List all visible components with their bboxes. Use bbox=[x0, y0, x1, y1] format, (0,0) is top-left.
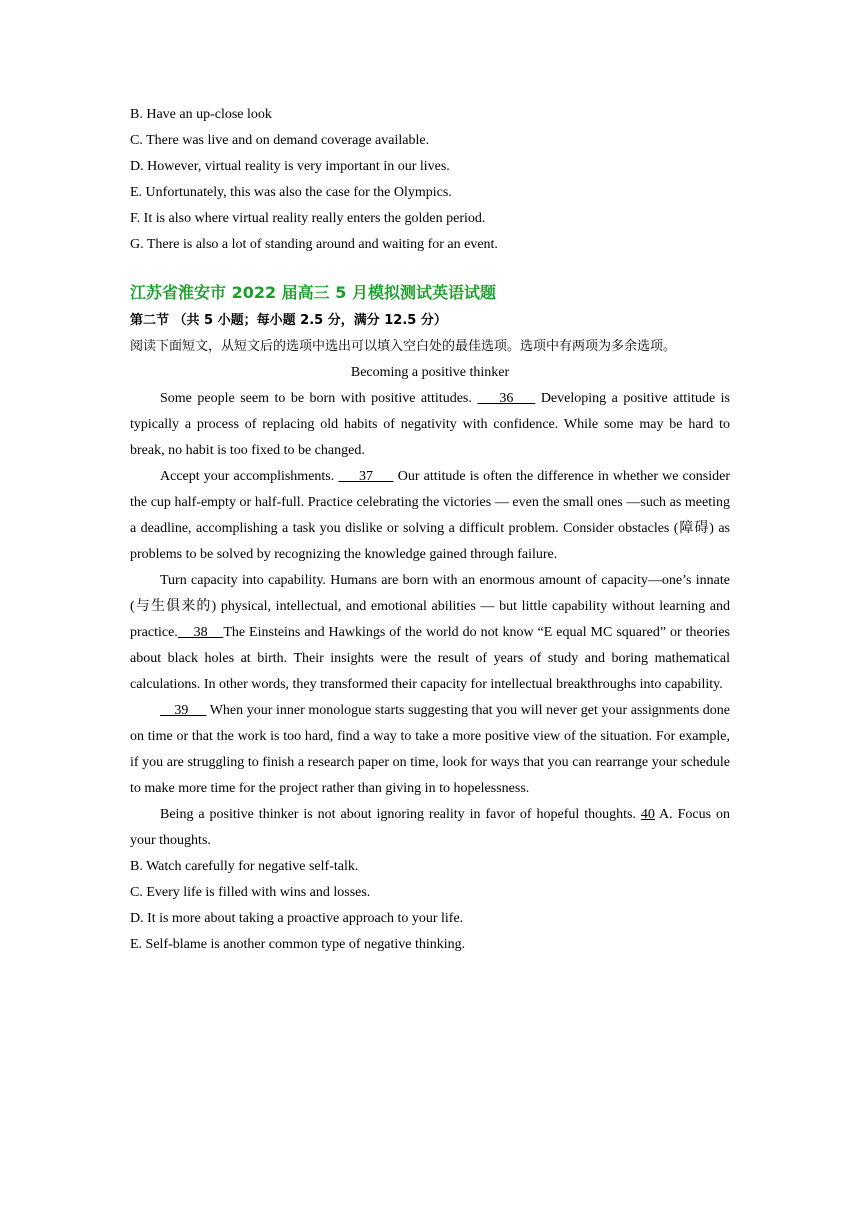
bottom-options-list bbox=[130, 854, 730, 958]
paragraph-3 bbox=[130, 568, 730, 698]
instructions: 阅读下面短文，从短文后的选项中选出可以填入空白处的最佳选项。选项中有两项为多余选项。 bbox=[130, 339, 677, 354]
paragraph-2-text-a: Accept your accomplishments. bbox=[160, 469, 339, 484]
option-c: C. There was live and on demand coverage available. bbox=[130, 133, 430, 148]
paragraph-3-text-b: The Einsteins and Hawkings of the world do not know “E equal MC squared” or theories about black holes at birth. Their insights were the result of years of study and boring mathematical calculations. In other words, they transformed their capacity for intellectual breakthroughs into capability. bbox=[130, 625, 730, 692]
exam-title: 江苏省淮安市 2022 届高三 5 月模拟测试英语试题 bbox=[130, 283, 496, 302]
document-page bbox=[130, 102, 730, 958]
blank-37: 37 bbox=[338, 469, 394, 484]
passage-title: Becoming a positive thinker bbox=[350, 365, 510, 380]
answer-option-c: C. Every life is filled with wins and losses. bbox=[130, 885, 371, 900]
paragraph-3-text-a: Turn capacity into capability. Humans are born with an enormous amount of capacity—one’s innate (与生俱来的) physical, intellectual, and emotional abilities — but little capability without learning and practice. bbox=[130, 573, 730, 640]
paragraph-4-text-b: When your inner monologue starts suggesting that you will never get your assignments done on time or that the work is too hard, find a way to take a more positive view of the situation. For example, if you are struggling to finish a research paper on time, look for ways that you can rearrange your schedule to make more time for the project rather than giving in to hopelessness. bbox=[130, 703, 731, 796]
blank-36: 36 bbox=[477, 391, 536, 406]
paragraph-5 bbox=[130, 802, 730, 854]
answer-option-b: B. Watch carefully for negative self-talk. bbox=[130, 859, 359, 874]
paragraph-1-text-b: Developing a positive attitude is typically a process of replacing old habits of negativity with confidence. While some may be hard to break, no habit is too fixed to be changed. bbox=[130, 391, 730, 458]
blank-38: 38 bbox=[177, 625, 224, 640]
option-f: F. It is also where virtual reality really enters the golden period. bbox=[130, 211, 486, 226]
paragraph-1-text-a: Some people seem to be born with positive attitudes. bbox=[160, 391, 478, 406]
paragraph-2-text-b: Our attitude is often the difference in whether we consider the cup half-empty or half-full. Practice celebrating the victories — even the small ones —such as meeting a deadline, accomplishing a task you dislike or solving a difficult problem. Consider obstacles (障碍) as problems to be solved by recognizing the knowledge gained through failure. bbox=[130, 469, 730, 562]
blank-40: 40 bbox=[640, 807, 655, 822]
paragraph-1 bbox=[130, 386, 730, 464]
option-d: D. However, virtual reality is very important in our lives. bbox=[130, 159, 450, 174]
section-heading: 第二节 （共 5 小题；每小题 2.5 分，满分 12.5 分） bbox=[130, 313, 447, 328]
paragraph-5-text-a: Being a positive thinker is not about ignoring reality in favor of hopeful thoughts. bbox=[160, 807, 641, 822]
paragraph-4 bbox=[130, 698, 730, 802]
paragraph-5-text-b: A. Focus on your thoughts. bbox=[130, 807, 730, 848]
option-g: G. There is also a lot of standing around and waiting for an event. bbox=[130, 237, 498, 252]
top-options-list bbox=[130, 102, 730, 258]
option-b: B. Have an up-close look bbox=[130, 107, 272, 122]
option-e: E. Unfortunately, this was also the case for the Olympics. bbox=[130, 185, 452, 200]
blank-39: 39 bbox=[160, 703, 207, 718]
answer-option-e: E. Self-blame is another common type of negative thinking. bbox=[130, 937, 466, 952]
answer-option-d: D. It is more about taking a proactive approach to your life. bbox=[130, 911, 464, 926]
paragraph-2 bbox=[130, 464, 730, 568]
